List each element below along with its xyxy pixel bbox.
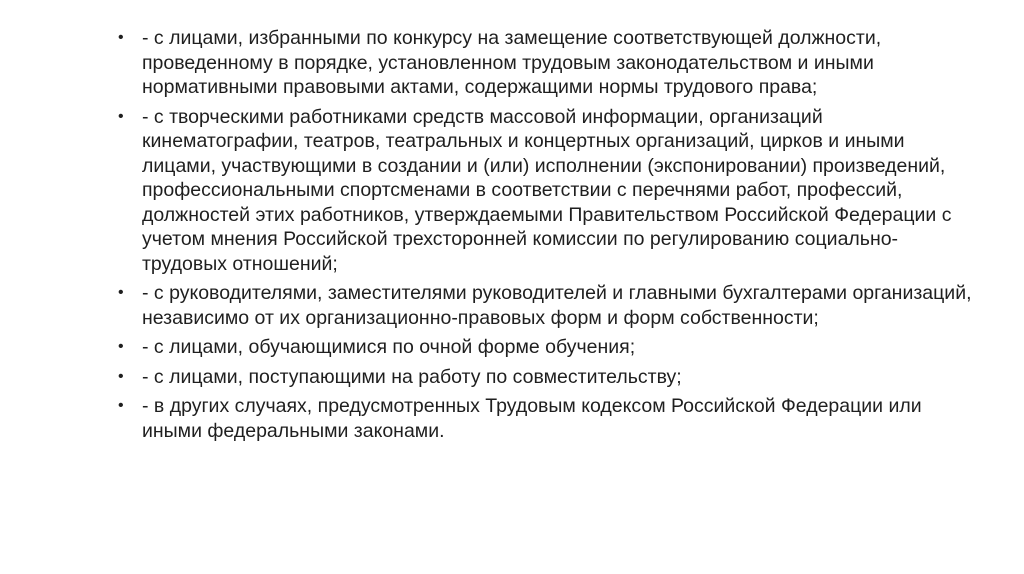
list-item-text: - с руководителями, заместителями руководителей и главными бухгалтерами организаций, независимо от их организационно-правовых форм и форм собственности; <box>142 282 972 329</box>
bullet-marker: • <box>118 29 124 46</box>
bullet-marker: • <box>118 367 124 385</box>
list-item <box>118 26 978 100</box>
list-item-text: - с лицами, избранными по конкурсу на замещение соответствующей должности, проведенному в порядке, установленном трудовым законодательством и иными нормативными правовыми актами, содержащими нормы трудового права; <box>142 27 882 98</box>
list-item-text: - с лицами, поступающими на работу по совместительству; <box>142 365 682 388</box>
bullet-marker: • <box>118 284 124 301</box>
bullet-marker: • <box>118 338 124 355</box>
bullet-marker: • <box>118 397 124 414</box>
list-item <box>118 281 978 330</box>
list-item <box>118 335 978 360</box>
list-item-text: - с лицами, обучающимися по очной форме обучения; <box>142 336 636 358</box>
list-item-text: - с творческими работниками средств массовой информации, организаций кинематографии, театров, театральных и концертных организаций, цирков и иными лицами, участвующими в создании и (или) исполнении (экспонировании) произведений, профессиональными спортсменами в соответствии с перечнями работ, профессий, должностей этих работников, утверждаемыми Правительством Российской Федерации с учетом мнения Российской трехсторонней комиссии по регулированию социально-трудовых отношений; <box>142 105 952 275</box>
list-item <box>118 105 978 277</box>
list-item-text: - в других случаях, предусмотренных Трудовым кодексом Российской Федерации или иными федеральными законами. <box>142 395 922 442</box>
list-item <box>118 394 978 443</box>
list-item <box>118 365 978 390</box>
bullet-marker: • <box>118 107 124 125</box>
bullet-list <box>118 26 978 448</box>
